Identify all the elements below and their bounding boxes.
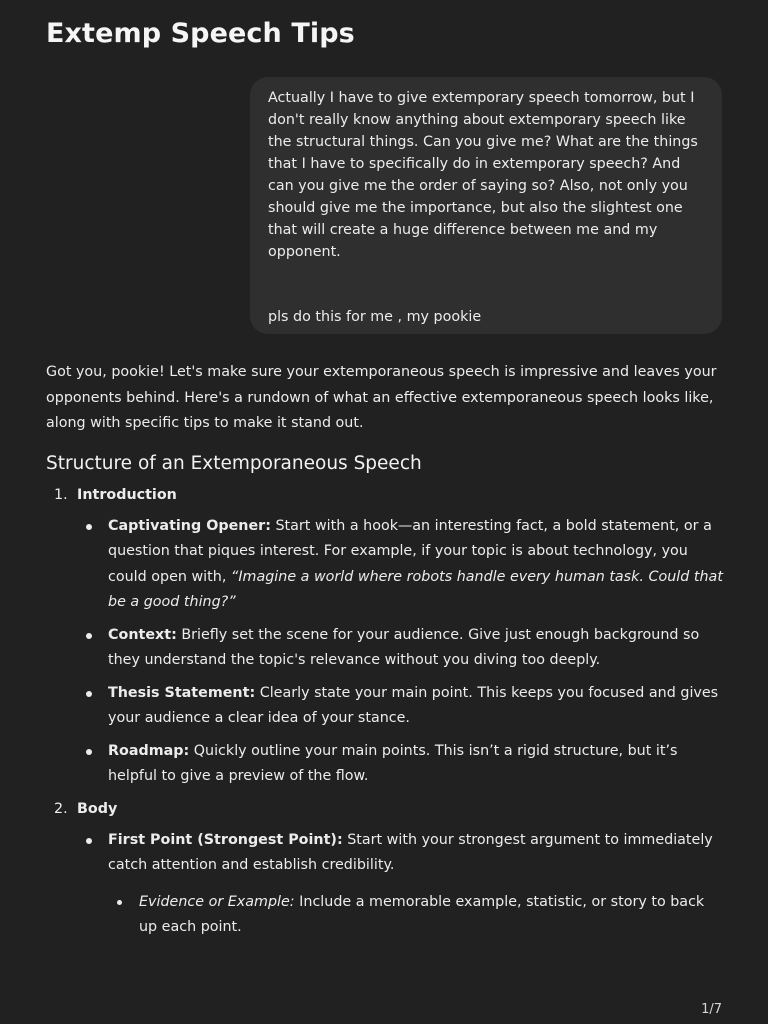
body-sublist [77,828,726,941]
list-item [77,681,726,732]
item-label: Roadmap: [108,742,190,759]
assistant-response [46,360,726,948]
user-message-paragraph: pls do this for me , my pookie [268,309,482,325]
item-text: Briefly set the scene for your audience. Give just enough background so they understand the topic's relevance without you diving too deeply. [108,626,700,668]
list-item-title: Body [77,800,118,817]
item-text: Include a memorable example, statistic, or story to back up each point. [139,893,705,935]
list-item [77,623,726,674]
response-intro: Got you, pookie! Let's make sure your extemporaneous speech is impressive and leaves your opponents behind. Here's a rundown of what an effective extemporaneous speech looks like, along with specific tips to make it stand out. [46,364,717,431]
item-label: Evidence or Example: [139,893,295,910]
user-message-paragraph: Actually I have to give extemporary speech tomorrow, but I don't really know anything about extemporary speech like the structural things. Can you give me? What are the things that I have to specifically do in extemporary speech? And can you give me the order of saying so? Also, not only you should give me the importance, but also the slightest one that will create a huge difference between me and my opponent. [268,90,698,260]
item-text: Quickly outline your main points. This isn’t a rigid structure, but it’s helpful to give a preview of the flow. [108,742,678,784]
paragraph-gap [268,263,706,306]
item-label: First Point (Strongest Point): [108,831,343,848]
page-title: Extemp Speech Tips [46,18,355,49]
list-item [77,828,726,941]
list-item-body [46,797,726,941]
page-indicator: 1/7 [701,1002,722,1017]
structure-list [46,483,726,941]
item-text: Start with a hook—an interesting fact, a bold statement, or a question that piques interest. For example, if your topic is about technology, you could open with, [108,517,712,585]
item-text: Clearly state your main point. This keeps you focused and gives your audience a clear idea of your stance. [108,684,719,726]
list-number: 2. [54,800,68,817]
list-item [108,890,726,941]
item-text: Start with your strongest argument to immediately catch attention and establish credibility. [108,831,713,873]
nested-sublist [108,890,726,941]
list-item [77,514,726,616]
section-heading: Structure of an Extemporaneous Speech [46,452,422,474]
list-item [77,739,726,790]
user-message-bubble [250,77,722,334]
list-item-introduction [46,483,726,790]
introduction-sublist [77,514,726,790]
item-label: Captivating Opener: [108,517,271,534]
list-item-title: Introduction [77,486,177,503]
list-number: 1. [54,486,68,503]
item-label: Context: [108,626,177,643]
item-quote: “Imagine a world where robots handle every human task. Could that be a good thing?” [108,568,723,610]
item-label: Thesis Statement: [108,684,256,701]
